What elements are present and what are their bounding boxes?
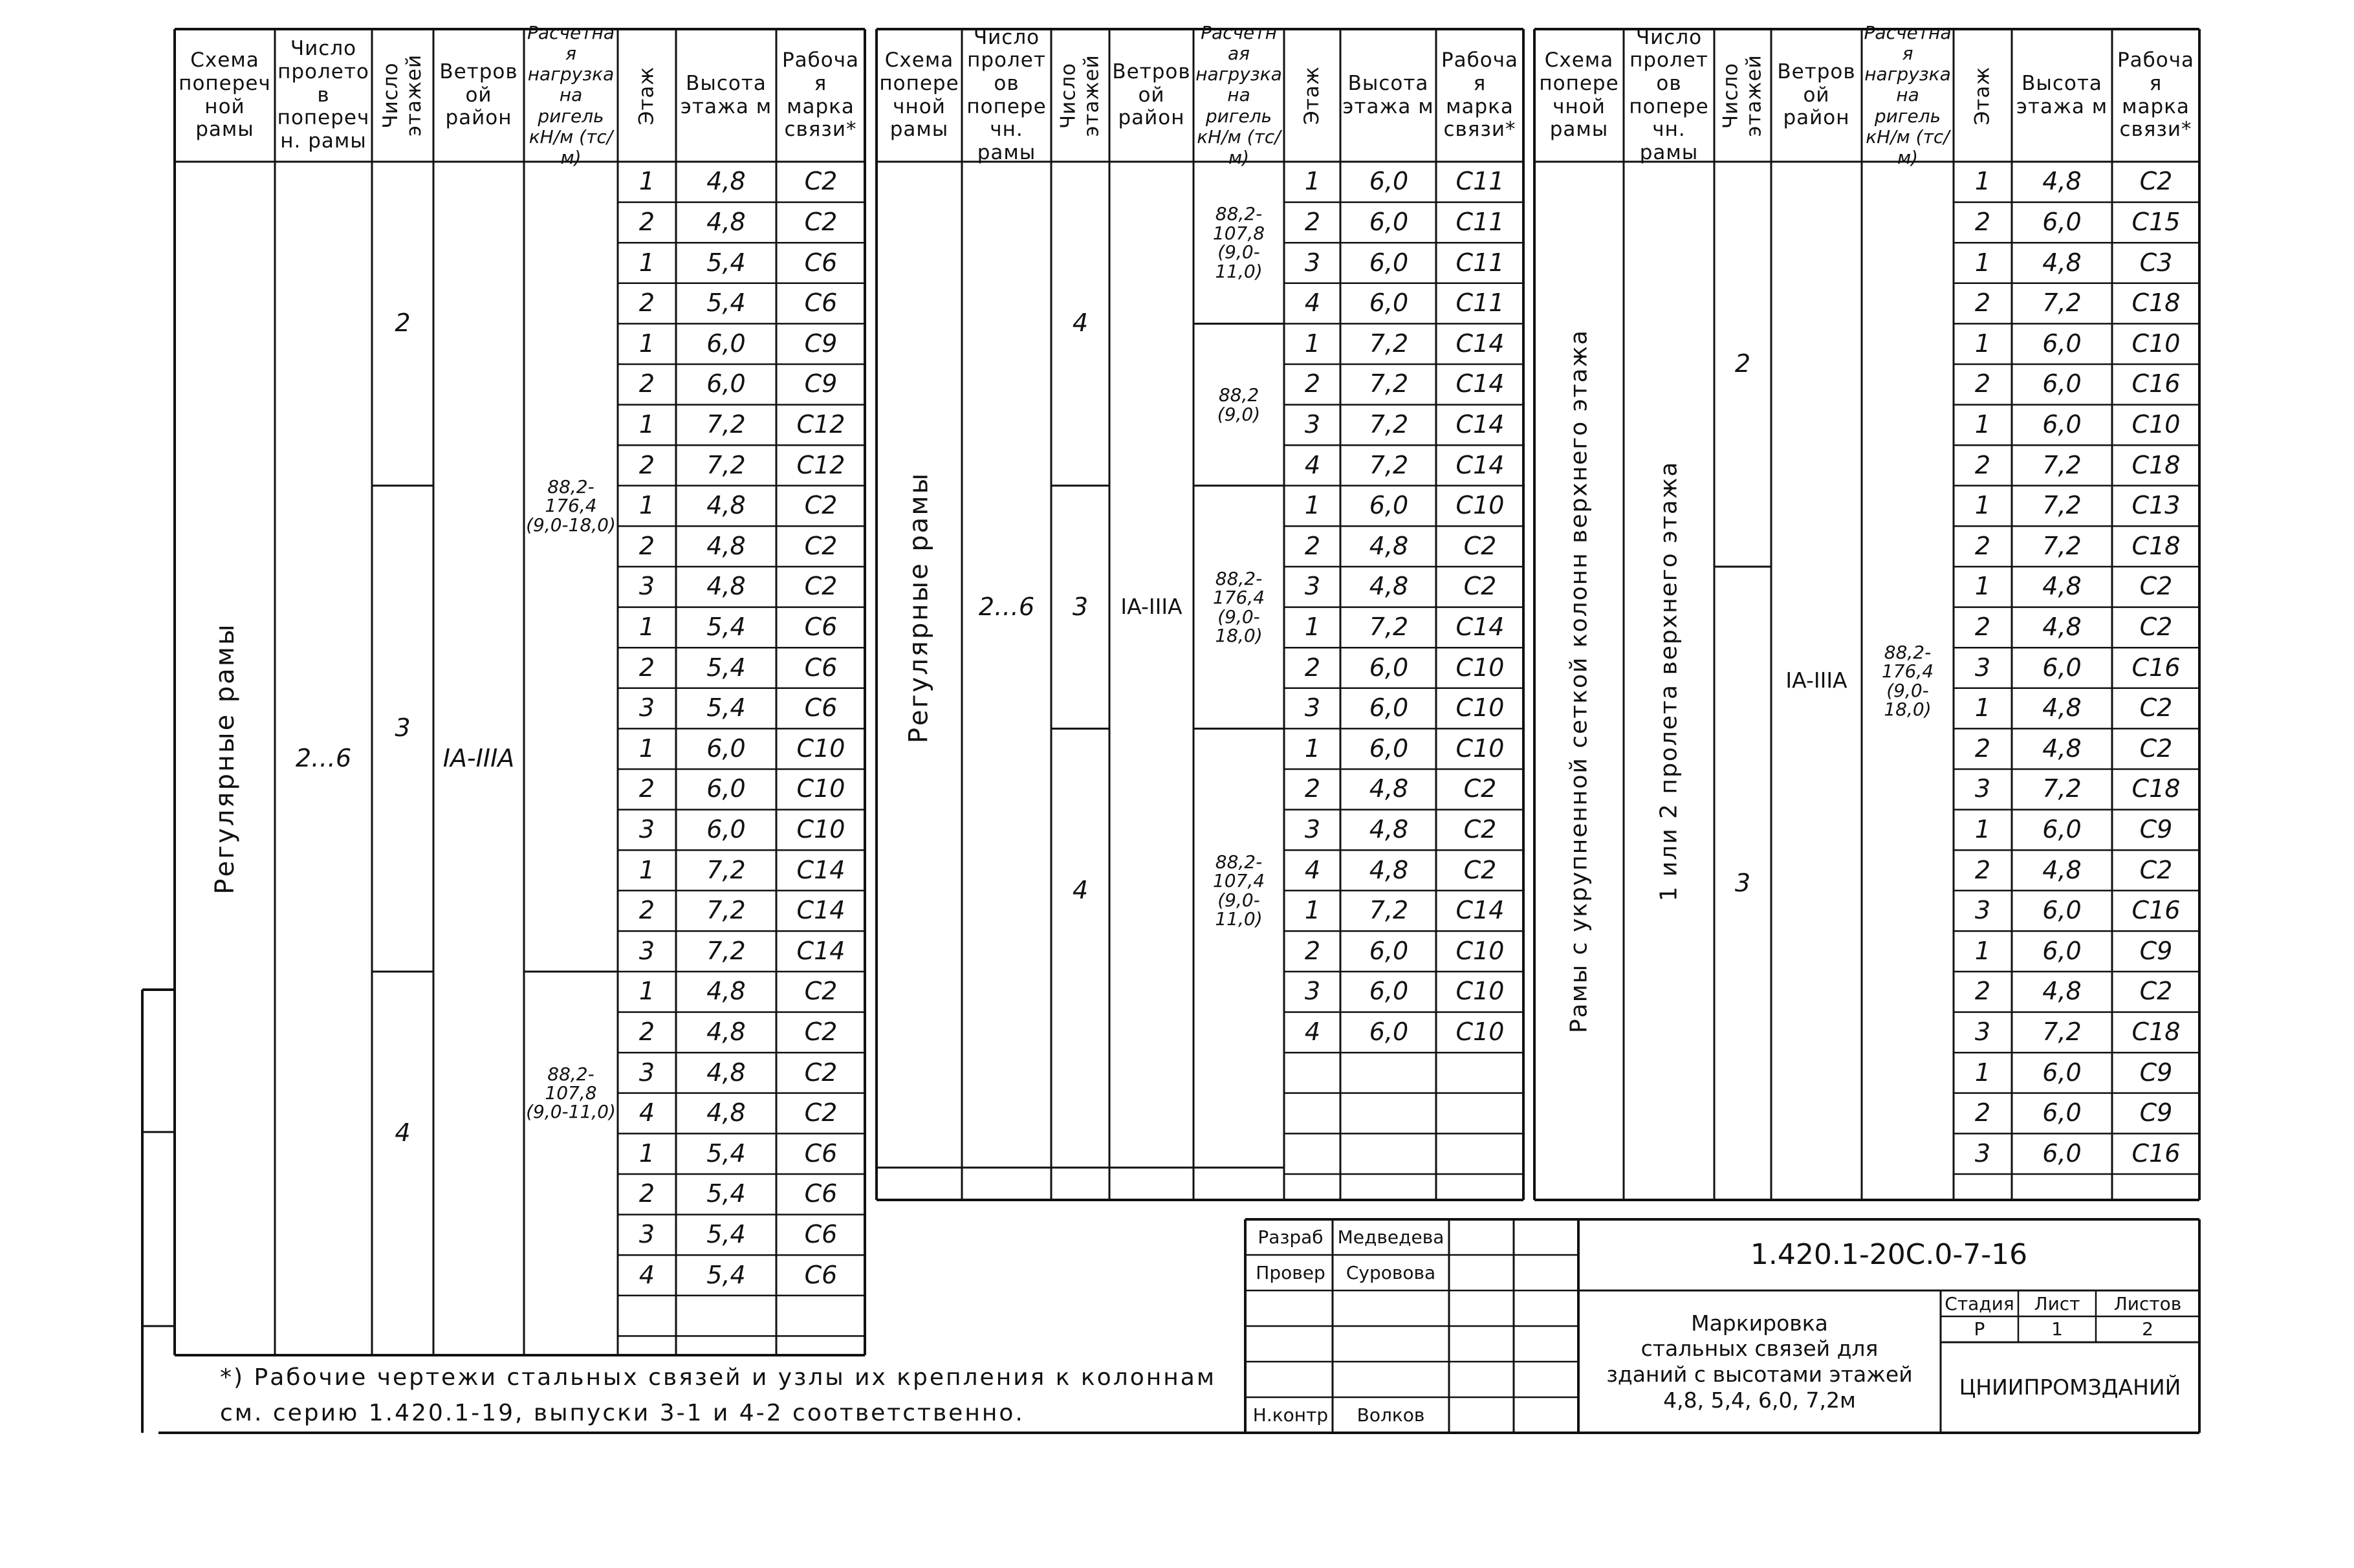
floor-cell: 3 <box>1304 248 1321 277</box>
height-cell: 7,2 <box>1369 329 1409 358</box>
mark-cell: С3 <box>2139 248 2173 277</box>
header-spans: Число пролетов поперечн. рамы <box>277 37 370 153</box>
mark-cell: С14 <box>1455 409 1505 439</box>
height-cell: 7,2 <box>2042 531 2082 560</box>
title-line: зданий с высотами этажей <box>1606 1362 1913 1387</box>
height-cell: 4,8 <box>2042 572 2082 601</box>
mark-cell: С2 <box>1463 814 1497 844</box>
header-floors: Число этажей <box>378 54 426 137</box>
height-cell: 5,4 <box>706 248 746 277</box>
height-cell: 6,0 <box>2042 896 2082 925</box>
floors-value: 3 <box>1734 868 1751 897</box>
floor-cell: 3 <box>1974 653 1991 682</box>
header-floor: Этаж <box>635 66 659 125</box>
height-cell: 4,8 <box>706 491 746 520</box>
height-cell: 5,4 <box>706 1138 746 1168</box>
height-cell: 4,8 <box>1369 774 1409 803</box>
name-label: Волков <box>1357 1404 1425 1426</box>
floor-cell: 4 <box>1304 1017 1321 1046</box>
floor-cell: 2 <box>1974 734 1991 763</box>
mark-cell: С11 <box>1455 207 1505 236</box>
height-cell: 7,2 <box>706 936 746 965</box>
load-value: 88,2 (9,0) <box>1217 384 1261 425</box>
floor-cell: 1 <box>638 329 655 358</box>
height-cell: 6,0 <box>2042 936 2082 965</box>
name-label: Суровова <box>1346 1261 1436 1283</box>
mark-cell: С6 <box>804 248 838 277</box>
floor-cell: 2 <box>1304 531 1321 560</box>
header-height: Высота этажа м <box>1342 71 1434 118</box>
height-cell: 7,2 <box>1369 450 1409 479</box>
floor-cell: 4 <box>1304 855 1321 884</box>
mark-cell: С16 <box>2131 896 2181 925</box>
height-cell: 5,4 <box>706 1219 746 1248</box>
mark-cell: С16 <box>2131 369 2181 398</box>
height-cell: 6,0 <box>1369 936 1409 965</box>
floor-cell: 3 <box>638 1219 655 1248</box>
mark-cell: С2 <box>2139 977 2173 1006</box>
scheme-label: Рамы с укрупненной сеткой колонн верхнего этажа <box>1565 329 1593 1033</box>
load-value: 88,2-107,8 (9,0-11,0) <box>1212 203 1265 282</box>
height-cell: 7,2 <box>1369 612 1409 641</box>
mark-cell: С2 <box>804 1058 838 1087</box>
floor-cell: 1 <box>638 167 655 196</box>
height-cell: 6,0 <box>706 734 746 763</box>
floors-value: 3 <box>1072 592 1089 621</box>
height-cell: 6,0 <box>1369 248 1409 277</box>
floors-value: 3 <box>395 713 411 743</box>
load-value: 88,2-176,4 (9,0-18,0) <box>1881 641 1934 720</box>
height-cell: 6,0 <box>2042 329 2082 358</box>
floor-cell: 4 <box>638 1098 655 1127</box>
height-cell: 6,0 <box>2042 1138 2082 1168</box>
header-wind: Ветровой район <box>439 60 518 130</box>
mark-cell: С10 <box>1455 734 1505 763</box>
floor-cell: 1 <box>1974 693 1991 723</box>
header-height: Высота этажа м <box>680 71 772 118</box>
mark-cell: С10 <box>2131 409 2181 439</box>
height-cell: 7,2 <box>2042 450 2082 479</box>
height-cell: 6,0 <box>706 814 746 844</box>
mark-cell: С9 <box>2139 814 2173 844</box>
floor-cell: 1 <box>1974 491 1991 520</box>
floor-cell: 1 <box>1304 329 1321 358</box>
mark-cell: С2 <box>804 531 838 560</box>
height-cell: 5,4 <box>706 612 746 641</box>
floor-cell: 1 <box>1304 491 1321 520</box>
height-cell: 4,8 <box>2042 977 2082 1006</box>
floor-cell: 2 <box>1974 450 1991 479</box>
mark-cell: С2 <box>1463 855 1497 884</box>
floor-cell: 1 <box>1974 814 1991 844</box>
mark-cell: С18 <box>2131 289 2181 318</box>
floor-cell: 1 <box>638 977 655 1006</box>
mark-cell: С18 <box>2131 531 2181 560</box>
mark-cell: С10 <box>2131 329 2181 358</box>
floor-cell: 1 <box>1304 734 1321 763</box>
height-cell: 5,4 <box>706 1179 746 1208</box>
height-cell: 6,0 <box>2042 1058 2082 1087</box>
height-cell: 7,2 <box>1369 409 1409 439</box>
height-cell: 6,0 <box>706 369 746 398</box>
floor-cell: 4 <box>1304 450 1321 479</box>
mark-cell: С15 <box>2131 207 2181 236</box>
sheets-label: Листов <box>2113 1293 2182 1315</box>
header-mark: Рабочая марка связи* <box>2117 49 2195 142</box>
mark-cell: С18 <box>2131 1017 2181 1046</box>
mark-cell: С10 <box>796 774 845 803</box>
height-cell: 6,0 <box>706 329 746 358</box>
mark-cell: С2 <box>2139 612 2173 641</box>
floor-cell: 2 <box>1974 612 1991 641</box>
height-cell: 6,0 <box>2042 207 2082 236</box>
spans-value: 1 или 2 пролета верхнего этажа <box>1655 461 1683 901</box>
mark-cell: С2 <box>804 1098 838 1127</box>
height-cell: 4,8 <box>706 1058 746 1087</box>
mark-cell: С10 <box>796 814 845 844</box>
title-line: 4,8, 5,4, 6,0, 7,2м <box>1663 1387 1856 1413</box>
floor-cell: 3 <box>1304 572 1321 601</box>
height-cell: 6,0 <box>706 774 746 803</box>
floor-cell: 3 <box>1304 409 1321 439</box>
height-cell: 4,8 <box>1369 814 1409 844</box>
floor-cell: 1 <box>1974 409 1991 439</box>
mark-cell: С2 <box>804 1017 838 1046</box>
floor-cell: 2 <box>1974 207 1991 236</box>
floor-cell: 2 <box>1304 207 1321 236</box>
height-cell: 5,4 <box>706 289 746 318</box>
height-cell: 4,8 <box>2042 855 2082 884</box>
floor-cell: 1 <box>638 855 655 884</box>
mark-cell: С2 <box>2139 734 2173 763</box>
organization: ЦНИИПРОМЗДАНИЙ <box>1959 1374 2181 1400</box>
height-cell: 4,8 <box>706 1017 746 1046</box>
height-cell: 4,8 <box>2042 612 2082 641</box>
document-title <box>1585 1294 1934 1430</box>
floor-cell: 3 <box>1974 1017 1991 1046</box>
floor-cell: 3 <box>1974 774 1991 803</box>
height-cell: 6,0 <box>2042 369 2082 398</box>
spans-value: 2…6 <box>978 592 1035 621</box>
mark-cell: С12 <box>796 450 845 479</box>
mark-cell: С16 <box>2131 653 2181 682</box>
document-code: 1.420.1-20С.0-7-16 <box>1750 1237 2028 1271</box>
scheme-label: Регулярные рамы <box>904 471 934 743</box>
mark-cell: С12 <box>796 409 845 439</box>
load-value: 88,2-107,8 (9,0-11,0) <box>526 1063 616 1123</box>
floor-cell: 1 <box>1974 572 1991 601</box>
sheet-value: 1 <box>2051 1318 2063 1340</box>
floor-cell: 2 <box>638 1179 655 1208</box>
floor-cell: 3 <box>1304 693 1321 723</box>
header-load: Расчетная нагрузка на ригель кН/м (тс/м) <box>527 21 615 168</box>
height-cell: 6,0 <box>2042 409 2082 439</box>
height-cell: 6,0 <box>1369 491 1409 520</box>
floor-cell: 2 <box>638 450 655 479</box>
footnote-line2: см. серию 1.420.1-19, выпуски 3-1 и 4-2 соответственно. <box>220 1400 1025 1427</box>
mark-cell: С14 <box>1455 450 1505 479</box>
mark-cell: С2 <box>2139 855 2173 884</box>
mark-cell: С18 <box>2131 450 2181 479</box>
floor-cell: 2 <box>1974 855 1991 884</box>
mark-cell: С11 <box>1455 167 1505 196</box>
floor-cell: 2 <box>1974 977 1991 1006</box>
mark-cell: С9 <box>2139 1058 2173 1087</box>
stage-label: Стадия <box>1945 1293 2014 1315</box>
floor-cell: 1 <box>1974 167 1991 196</box>
height-cell: 4,8 <box>706 977 746 1006</box>
height-cell: 4,8 <box>2042 693 2082 723</box>
mark-cell: С10 <box>1455 693 1505 723</box>
floor-cell: 1 <box>638 248 655 277</box>
footnote-line1: *) Рабочие чертежи стальных связей и узлы их крепления к колоннам <box>220 1364 1217 1391</box>
floor-cell: 2 <box>1974 289 1991 318</box>
floor-cell: 2 <box>1974 369 1991 398</box>
mark-cell: С10 <box>1455 1017 1505 1046</box>
mark-cell: С14 <box>796 855 845 884</box>
mark-cell: С14 <box>1455 612 1505 641</box>
floor-cell: 1 <box>638 734 655 763</box>
floor-cell: 4 <box>638 1260 655 1289</box>
spans-value: 2…6 <box>295 743 352 772</box>
height-cell: 5,4 <box>706 1260 746 1289</box>
height-cell: 7,2 <box>1369 369 1409 398</box>
height-cell: 4,8 <box>706 1098 746 1127</box>
mark-cell: С6 <box>804 612 838 641</box>
floor-cell: 2 <box>638 531 655 560</box>
sheet-label: Лист <box>2034 1293 2080 1315</box>
mark-cell: С16 <box>2131 1138 2181 1168</box>
floor-cell: 2 <box>638 369 655 398</box>
height-cell: 6,0 <box>2042 653 2082 682</box>
wind-zone: IA-IIIA <box>442 743 515 772</box>
mark-cell: С6 <box>804 693 838 723</box>
header-wind: Ветровой район <box>1112 60 1191 130</box>
role-label: Разраб <box>1258 1226 1324 1248</box>
floor-cell: 3 <box>638 814 655 844</box>
mark-cell: С2 <box>804 167 838 196</box>
height-cell: 7,2 <box>706 896 746 925</box>
floor-cell: 2 <box>638 774 655 803</box>
mark-cell: С14 <box>796 936 845 965</box>
floor-cell: 1 <box>1304 167 1321 196</box>
mark-cell: С14 <box>1455 369 1505 398</box>
floor-cell: 3 <box>638 693 655 723</box>
mark-cell: С10 <box>1455 653 1505 682</box>
floors-value: 2 <box>395 309 411 338</box>
height-cell: 4,8 <box>1369 572 1409 601</box>
height-cell: 4,8 <box>2042 734 2082 763</box>
floor-cell: 2 <box>1304 653 1321 682</box>
height-cell: 7,2 <box>2042 491 2082 520</box>
floor-cell: 2 <box>638 653 655 682</box>
header-scheme: Схема поперечной рамы <box>1539 49 1619 142</box>
floor-cell: 1 <box>1974 329 1991 358</box>
height-cell: 6,0 <box>1369 167 1409 196</box>
scheme-label: Регулярные рамы <box>210 622 240 895</box>
mark-cell: С2 <box>1463 572 1497 601</box>
height-cell: 5,4 <box>706 653 746 682</box>
header-floor: Этаж <box>1970 66 1994 125</box>
header-floors: Число этажей <box>1719 54 1765 137</box>
mark-cell: С6 <box>804 1219 838 1248</box>
wind-zone: IA-IIIA <box>1120 594 1182 620</box>
mark-cell: С11 <box>1455 248 1505 277</box>
floor-cell: 2 <box>638 1017 655 1046</box>
mark-cell: С11 <box>1455 289 1505 318</box>
floor-cell: 1 <box>1974 1058 1991 1087</box>
header-spans: Число пролетов поперечн. рамы <box>966 25 1047 164</box>
mark-cell: С9 <box>2139 1098 2173 1127</box>
header-mark: Рабочая марка связи* <box>781 49 860 142</box>
floor-cell: 2 <box>1304 774 1321 803</box>
height-cell: 4,8 <box>2042 248 2082 277</box>
header-load: Расчетная нагрузка на ригель кН/м (тс/м) <box>1195 21 1282 168</box>
floor-cell: 3 <box>638 572 655 601</box>
header-floor: Этаж <box>1300 66 1324 125</box>
floor-cell: 1 <box>1304 612 1321 641</box>
mark-cell: С2 <box>2139 167 2173 196</box>
header-height: Высота этажа м <box>2016 71 2108 118</box>
load-value: 88,2-176,4 (9,0-18,0) <box>526 476 616 536</box>
mark-cell: С6 <box>804 1179 838 1208</box>
floor-cell: 1 <box>1974 936 1991 965</box>
floor-cell: 2 <box>1304 936 1321 965</box>
floor-cell: 2 <box>1304 369 1321 398</box>
mark-cell: С14 <box>1455 329 1505 358</box>
mark-cell: С6 <box>804 653 838 682</box>
mark-cell: С10 <box>1455 977 1505 1006</box>
floors-value: 4 <box>1072 875 1089 904</box>
height-cell: 6,0 <box>1369 289 1409 318</box>
floor-cell: 2 <box>1974 1098 1991 1127</box>
mark-cell: С2 <box>2139 572 2173 601</box>
mark-cell: С2 <box>804 977 838 1006</box>
height-cell: 6,0 <box>1369 1017 1409 1046</box>
height-cell: 6,0 <box>1369 653 1409 682</box>
height-cell: 4,8 <box>706 531 746 560</box>
floor-cell: 1 <box>638 491 655 520</box>
mark-cell: С6 <box>804 289 838 318</box>
mark-cell: С13 <box>2131 491 2181 520</box>
height-cell: 6,0 <box>1369 693 1409 723</box>
mark-cell: С10 <box>1455 936 1505 965</box>
header-scheme: Схема поперечной рамы <box>179 49 271 142</box>
height-cell: 6,0 <box>2042 1098 2082 1127</box>
floor-cell: 4 <box>1304 289 1321 318</box>
floor-cell: 2 <box>638 207 655 236</box>
header-floors: Число этажей <box>1056 54 1103 137</box>
floor-cell: 3 <box>1304 977 1321 1006</box>
load-value: 88,2-107,4 (9,0-11,0) <box>1212 851 1265 930</box>
load-value: 88,2-176,4 (9,0-18,0) <box>1212 567 1265 646</box>
title-line: стальных связей для <box>1640 1336 1879 1362</box>
mark-cell: С6 <box>804 1138 838 1168</box>
floor-cell: 2 <box>1974 531 1991 560</box>
height-cell: 4,8 <box>1369 855 1409 884</box>
stage-value: Р <box>1974 1318 1985 1340</box>
height-cell: 7,2 <box>706 450 746 479</box>
height-cell: 6,0 <box>1369 207 1409 236</box>
mark-cell: С9 <box>804 329 838 358</box>
mark-cell: С6 <box>804 1260 838 1289</box>
height-cell: 6,0 <box>1369 734 1409 763</box>
height-cell: 6,0 <box>1369 977 1409 1006</box>
floor-cell: 1 <box>638 612 655 641</box>
header-wind: Ветровой район <box>1777 60 1856 130</box>
mark-cell: С9 <box>804 369 838 398</box>
title-line: Маркировка <box>1691 1310 1828 1336</box>
height-cell: 6,0 <box>2042 814 2082 844</box>
floor-cell: 3 <box>1974 896 1991 925</box>
header-mark: Рабочая марка связи* <box>1441 49 1519 142</box>
floor-cell: 3 <box>1304 814 1321 844</box>
height-cell: 7,2 <box>706 409 746 439</box>
height-cell: 4,8 <box>706 207 746 236</box>
mark-cell: С10 <box>1455 491 1505 520</box>
floor-cell: 3 <box>638 936 655 965</box>
role-label: Провер <box>1256 1261 1325 1283</box>
floors-value: 2 <box>1734 349 1751 378</box>
height-cell: 7,2 <box>706 855 746 884</box>
height-cell: 7,2 <box>1369 896 1409 925</box>
floor-cell: 3 <box>1974 1138 1991 1168</box>
sheets-value: 2 <box>2142 1318 2153 1340</box>
wind-zone: IA-IIIA <box>1785 668 1847 693</box>
height-cell: 4,8 <box>2042 167 2082 196</box>
mark-cell: С14 <box>796 896 845 925</box>
header-spans: Число пролетов поперечн. рамы <box>1629 25 1709 164</box>
header-load: Расчетная нагрузка на ригель кН/м (тс/м) <box>1864 21 1952 168</box>
height-cell: 7,2 <box>2042 289 2082 318</box>
mark-cell: С2 <box>804 572 838 601</box>
name-label: Медведева <box>1337 1226 1444 1248</box>
floor-cell: 3 <box>638 1058 655 1087</box>
mark-cell: С2 <box>1463 531 1497 560</box>
height-cell: 4,8 <box>706 167 746 196</box>
role-label: Н.контр <box>1252 1404 1329 1426</box>
floor-cell: 2 <box>638 896 655 925</box>
mark-cell: С2 <box>804 491 838 520</box>
floor-cell: 1 <box>638 1138 655 1168</box>
mark-cell: С9 <box>2139 936 2173 965</box>
mark-cell: С14 <box>1455 896 1505 925</box>
floor-cell: 1 <box>1974 248 1991 277</box>
mark-cell: С18 <box>2131 774 2181 803</box>
mark-cell: С10 <box>796 734 845 763</box>
height-cell: 4,8 <box>1369 531 1409 560</box>
height-cell: 7,2 <box>2042 774 2082 803</box>
mark-cell: С2 <box>2139 693 2173 723</box>
height-cell: 4,8 <box>706 572 746 601</box>
floor-cell: 1 <box>1304 896 1321 925</box>
floor-cell: 1 <box>638 409 655 439</box>
floors-value: 4 <box>395 1118 411 1148</box>
height-cell: 7,2 <box>2042 1017 2082 1046</box>
mark-cell: С2 <box>804 207 838 236</box>
header-scheme: Схема поперечной рамы <box>879 49 959 142</box>
floors-value: 4 <box>1072 309 1089 338</box>
floor-cell: 2 <box>638 289 655 318</box>
mark-cell: С2 <box>1463 774 1497 803</box>
height-cell: 5,4 <box>706 693 746 723</box>
